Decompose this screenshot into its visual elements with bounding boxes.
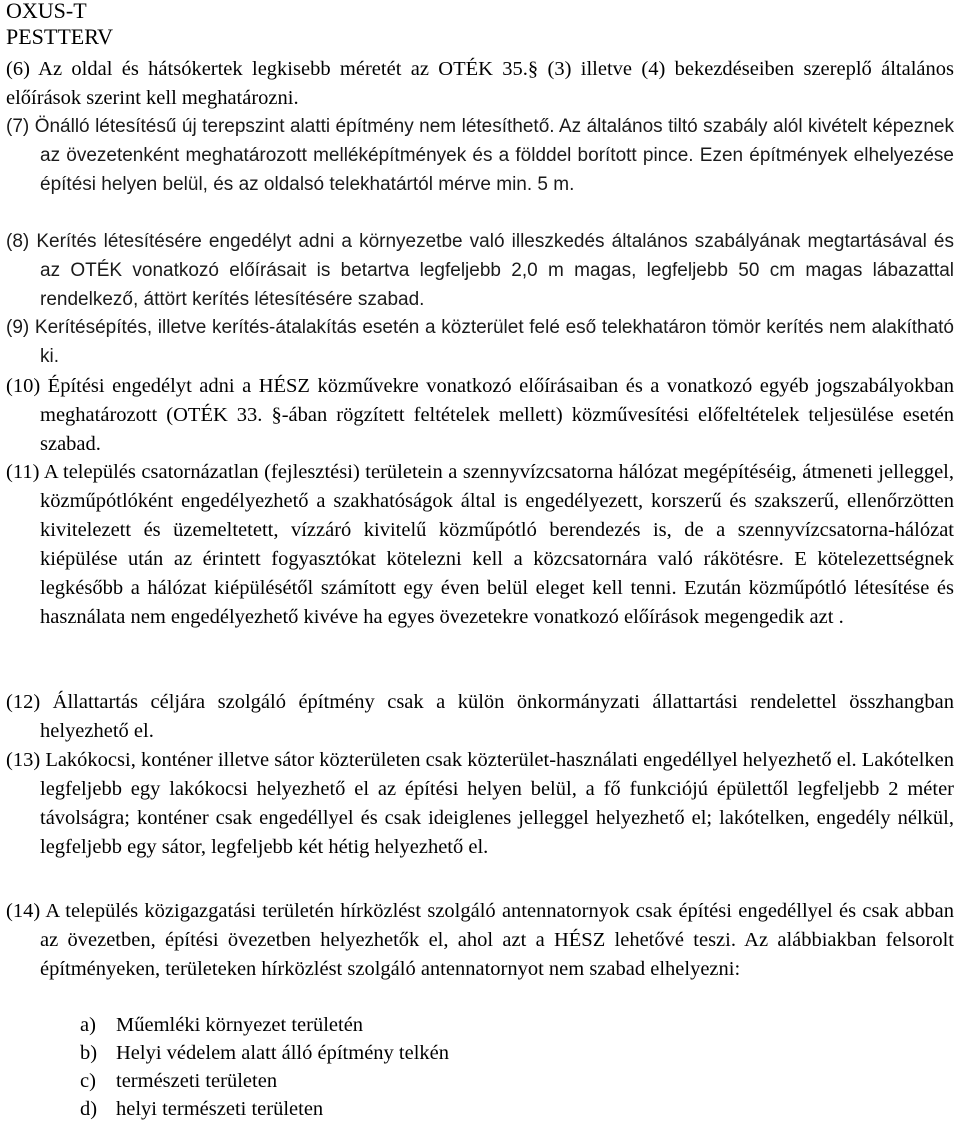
list-marker: b) (80, 1042, 98, 1064)
paragraph-13 (6, 746, 954, 862)
list-item-text: természeti területen (116, 1070, 278, 1092)
list-marker: d) (80, 1098, 98, 1120)
paragraph-text: Önálló létesítésű új terepszint alatti építmény nem létesíthető. Az általános tiltó szabály alól kivételt képeznek az övezetenként meghatározott melléképítmények és a földdel borított pince. Ezen építmények elhelyezése építési helyen belül, és az oldalsó telekhatártól mérve min. 5 m. (34, 116, 954, 195)
list-item-text: helyi természeti területen (116, 1098, 324, 1120)
header-title: PESTTERV (6, 24, 114, 49)
paragraph-6 (6, 55, 954, 113)
header-code: OXUS-T (6, 0, 87, 23)
paragraph-number: (9) (6, 317, 30, 338)
paragraph-number: (14) (6, 900, 41, 922)
paragraph-text: A település csatornázatlan (fejlesztési) területein a szennyvízcsatorna hálózat megépítéséig, átmeneti jelleggel, közműpótlóként engedélyezhető a szakhatóságok által is engedélyezett, korszerű és szakszerű, ellenőrzötten kivitelezett és üzemeltetett, vízzáró kivitelű közműpótló berendezés is, de a szennyvízcsatorna-hálózat kiépülése után az érintett fogyasztókat kötelezni kell a közcsatornára való rákötésre. E kötelezettségnek legkésőbb a hálózat kiépülésétől számított egy éven belül eleget kell tenni. Ezután közműpótló létesítése és használata nem engedélyezhető kivéve ha egyes övezetekre vonatkozó előírások megengedik azt . (40, 461, 955, 628)
paragraph-text: Lakókocsi, konténer illetve sátor közterületen csak közterület-használati engedéllyel helyezhető el. Lakótelken legfeljebb egy lakókocsi helyezhető el az építési helyen belül, a fő funkciójú épülettől legfeljebb 2 méter távolságra; konténer csak engedéllyel és csak ideiglenes jelleggel helyezhető el; lakótelken, engedély nélkül, legfeljebb egy sátor, legfeljebb két hétig helyezhető el. (40, 749, 955, 858)
paragraph-text: Az oldal és hátsókertek legkisebb méretét az OTÉK 35.§ (3) illetve (4) bekezdéseiben szereplő általános előírások szerint kell meghatározni. (6, 58, 954, 109)
paragraph-number: (13) (6, 749, 41, 771)
paragraph-number: (11) (6, 461, 40, 483)
paragraph-number: (7) (6, 116, 30, 137)
list-marker: a) (80, 1014, 96, 1036)
paragraph-11 (6, 458, 954, 631)
list-item (80, 1039, 449, 1068)
list-item-text: Helyi védelem alatt álló építmény telkén (116, 1042, 450, 1064)
list-item (80, 1067, 277, 1096)
paragraph-10 (6, 372, 954, 459)
paragraph-number: (8) (6, 231, 30, 252)
list-item-text: Műemléki környezet területén (116, 1014, 364, 1036)
paragraph-text: Állattartás céljára szolgáló építmény csak a külön önkormányzati állattartási rendelettel összhangban helyezhető el. (40, 691, 954, 742)
paragraph-text: Építési engedélyt adni a HÉSZ közművekre vonatkozó előírásaiban és a vonatkozó egyéb jogszabályokban meghatározott (OTÉK 33. §-ában rögzített feltételek mellett) közművesítési előfeltételek teljesülése esetén szabad. (40, 375, 955, 455)
paragraph-text: Kerítés létesítésére engedélyt adni a környezetbe való illeszkedés általános szabályának megtartásával és az OTÉK vonatkozó előírásait is betartva legfeljebb 2,0 m magas, legfeljebb 50 cm magas lábazattal rendelkező, áttört kerítés létesítésére szabad. (36, 231, 954, 310)
list-item (80, 1095, 323, 1124)
paragraph-8 (6, 228, 954, 315)
paragraph-text: Kerítésépítés, illetve kerítés-átalakítás esetén a közterület felé eső telekhatáron tömör kerítés nem alakítható ki. (34, 317, 954, 367)
paragraph-number: (12) (6, 691, 41, 713)
paragraph-text: A település közigazgatási területén hírközlést szolgáló antennatornyok csak építési engedéllyel és csak abban az övezetben, építési övezetben helyezhetők el, ahol azt a HÉSZ lehetővé teszi. Az alábbiakban felsorolt építményeken, területeken hírközlést szolgáló antennatornyot nem szabad elhelyezni: (40, 900, 955, 980)
list-marker: c) (80, 1070, 96, 1092)
paragraph-number: (6) (6, 58, 30, 80)
paragraph-7 (6, 113, 954, 200)
paragraph-number: (10) (6, 375, 41, 397)
list-item (80, 1011, 363, 1040)
paragraph-12 (6, 688, 954, 746)
paragraph-9 (6, 314, 954, 372)
paragraph-14 (6, 897, 954, 984)
